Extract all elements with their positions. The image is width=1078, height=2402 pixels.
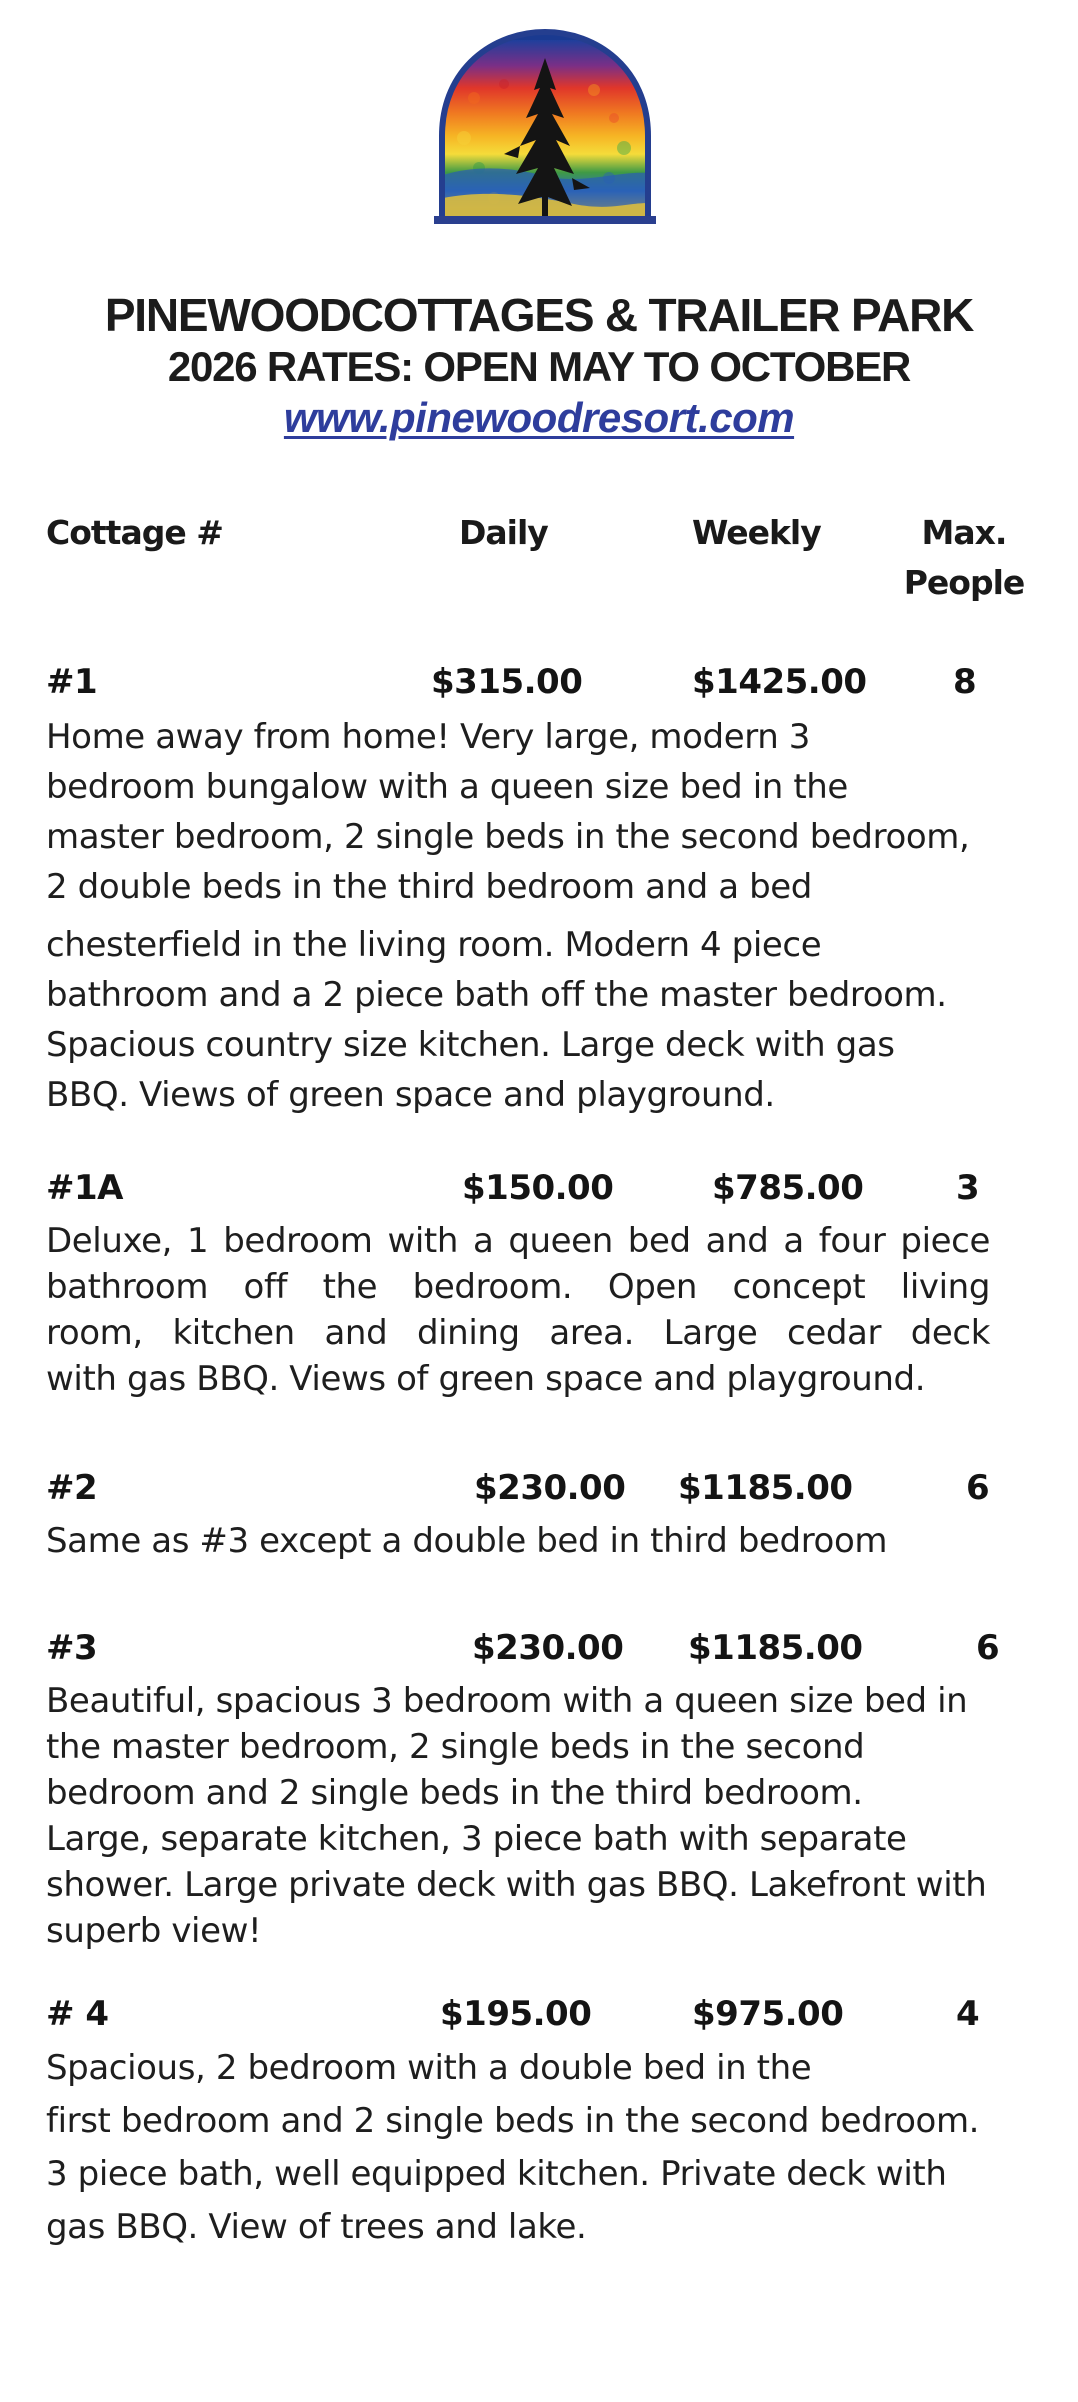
pine-tree-sunset-logo-icon: [434, 28, 656, 224]
description-line: Home away from home! Very large, modern 3: [46, 717, 810, 757]
column-header-max-line1: Max.: [921, 513, 1007, 552]
cottage-max-people: 3: [956, 1168, 980, 1208]
cottage-max-people: 4: [956, 1994, 980, 2034]
cottage-description: [46, 2042, 979, 2254]
cottage-daily-rate: $195.00: [440, 1994, 592, 2034]
description-line: superb view!: [46, 1911, 262, 1951]
description-line: Spacious country size kitchen. Large deck with gas: [46, 1025, 895, 1065]
rates-subtitle: 2026 RATES: OPEN MAY TO OCTOBER: [167, 343, 911, 390]
cottage-max-people: 6: [976, 1628, 1000, 1668]
description-line: Spacious, 2 bedroom with a double bed in the: [46, 2048, 812, 2088]
cottage-daily-rate: $230.00: [472, 1628, 624, 1668]
description-line: the master bedroom, 2 single beds in the second: [46, 1727, 865, 1767]
description-line: 2 double beds in the third bedroom and a bed: [46, 867, 812, 907]
description-line: 3 piece bath, well equipped kitchen. Private deck with: [46, 2154, 947, 2194]
column-header-cottage: Cottage #: [46, 513, 223, 552]
description-line: Beautiful, spacious 3 bedroom with a queen size bed in: [46, 1681, 968, 1721]
description-line: BBQ. Views of green space and playground.: [46, 1075, 775, 1115]
description-line: room, kitchen and dining area. Large cedar deck: [46, 1313, 990, 1353]
description-line: Large, separate kitchen, 3 piece bath with separate: [46, 1819, 907, 1859]
page-title: PINEWOODCOTTAGES & TRAILER PARK: [104, 289, 974, 341]
description-line: chesterfield in the living room. Modern 4 piece: [46, 925, 822, 965]
description-line: bedroom bungalow with a queen size bed in the: [46, 767, 848, 807]
description-line: bedroom and 2 single beds in the third bedroom.: [46, 1773, 863, 1813]
cottage-daily-rate: $150.00: [462, 1168, 614, 1208]
cottage-daily-rate: $315.00: [431, 662, 583, 702]
cottage-daily-rate: $230.00: [474, 1468, 626, 1508]
description-line: shower. Large private deck with gas BBQ. Lakefront with: [46, 1865, 987, 1905]
cottage-id: #3: [46, 1628, 98, 1668]
page-header: [0, 288, 1078, 444]
column-header-max-people: [899, 508, 1029, 608]
cottage-id: #1: [46, 662, 98, 702]
description-line: bathroom and a 2 piece bath off the master bedroom.: [46, 975, 947, 1015]
column-header-daily: Daily: [459, 513, 548, 552]
cottage-id: # 4: [46, 1994, 109, 2034]
cottage-max-people: 6: [966, 1468, 990, 1508]
description-line: with gas BBQ. Views of green space and playground.: [46, 1359, 926, 1399]
cottage-weekly-rate: $1425.00: [692, 662, 867, 702]
description-line: first bedroom and 2 single beds in the second bedroom.: [46, 2101, 980, 2141]
description-line: gas BBQ. View of trees and lake.: [46, 2207, 587, 2247]
cottage-id: #1A: [46, 1168, 123, 1208]
cottage-description: [46, 1218, 990, 1402]
cottage-description: [46, 712, 969, 1120]
cottage-weekly-rate: $785.00: [712, 1168, 864, 1208]
column-header-max-line2: People: [903, 563, 1025, 602]
cottage-max-people: 8: [953, 662, 977, 702]
cottage-weekly-rate: $1185.00: [688, 1628, 863, 1668]
description-line: bathroom off the bedroom. Open concept living: [46, 1267, 990, 1307]
description-line: Deluxe, 1 bedroom with a queen bed and a four piece: [46, 1221, 990, 1261]
cottage-id: #2: [46, 1468, 98, 1508]
cottage-weekly-rate: $975.00: [692, 1994, 844, 2034]
description-line: Same as #3 except a double bed in third bedroom: [46, 1521, 888, 1561]
cottage-weekly-rate: $1185.00: [678, 1468, 853, 1508]
cottage-description: [46, 1518, 887, 1564]
cottage-description: [46, 1678, 986, 1954]
column-header-weekly: Weekly: [692, 513, 821, 552]
description-line: master bedroom, 2 single beds in the second bedroom,: [46, 817, 970, 857]
website-link[interactable]: www.pinewoodresort.com: [283, 394, 795, 441]
